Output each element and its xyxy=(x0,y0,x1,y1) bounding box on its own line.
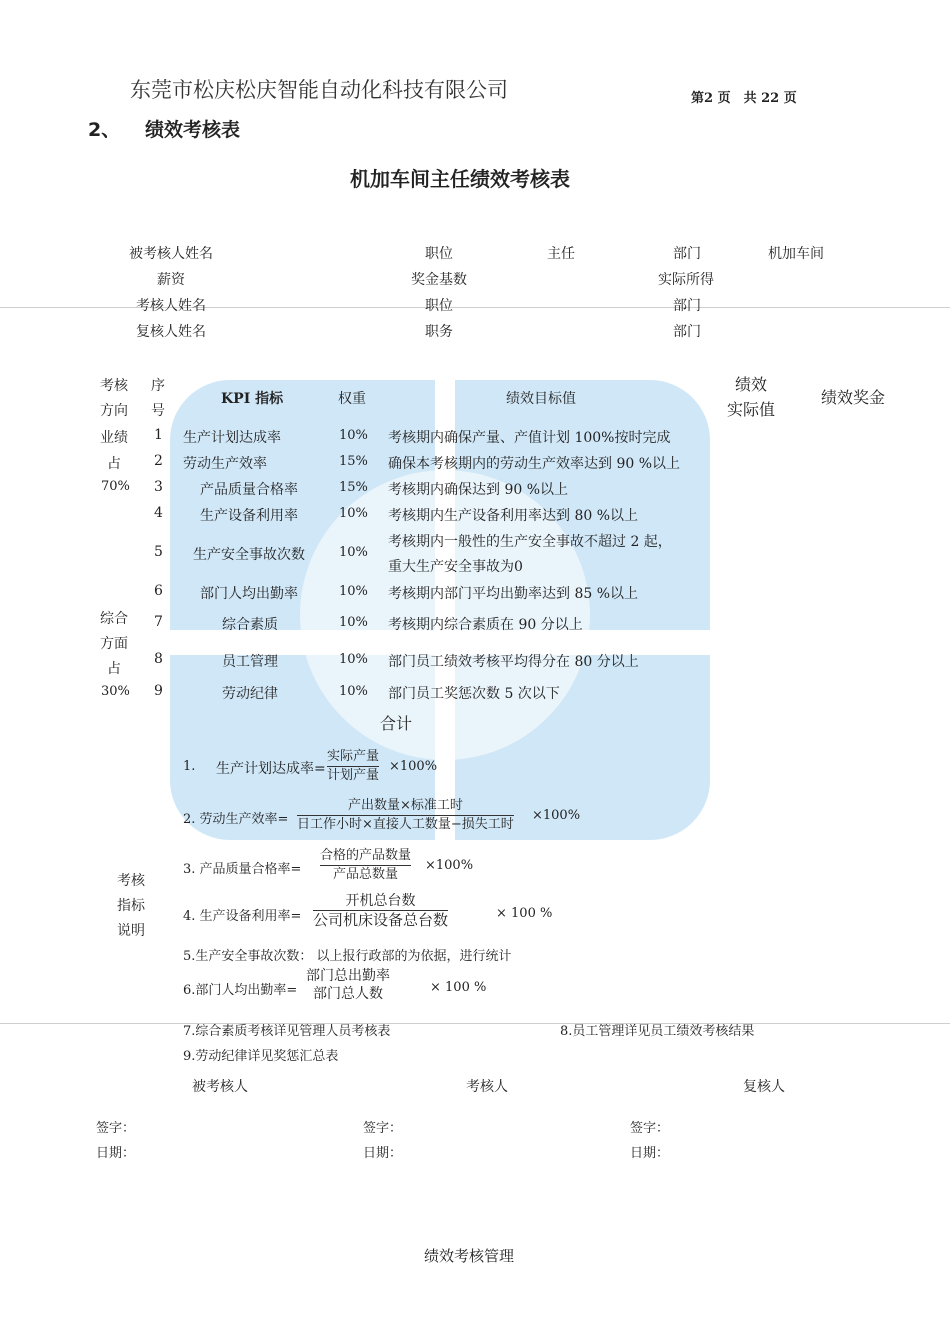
formula-6-mult: × 100 % xyxy=(430,980,487,995)
info-label: 奖金基数 xyxy=(411,272,467,288)
info-label: 职位 xyxy=(425,246,453,262)
formula-numerator: 实际产量 xyxy=(327,749,380,764)
row-kpi: 劳动纪律 xyxy=(222,686,278,702)
row-no: 8 xyxy=(154,651,163,667)
row-weight: 10% xyxy=(339,545,368,560)
header-direction: 考核 xyxy=(100,378,128,394)
formula-3-mult: ×100% xyxy=(425,858,474,873)
row-no: 5 xyxy=(154,544,163,560)
page-footer: 绩效考核管理 xyxy=(424,1247,515,1265)
info-label: 考核人姓名 xyxy=(136,298,206,314)
sign-label: 签字： xyxy=(630,1121,670,1136)
date-label: 日期： xyxy=(363,1146,403,1161)
notes-label: 说明 xyxy=(117,923,145,939)
row-kpi: 部门人均出勤率 xyxy=(200,586,298,602)
rule-bottom xyxy=(0,1023,950,1024)
row-no: 6 xyxy=(154,583,163,599)
page-info: 第2 页 共 22 页 xyxy=(691,91,797,106)
formula-4-name: 4. 生产设备利用率= xyxy=(183,909,302,924)
row-kpi: 生产设备利用率 xyxy=(200,508,298,524)
notes-label: 指标 xyxy=(117,898,145,914)
info-label: 部门 xyxy=(673,324,701,340)
row-weight: 15% xyxy=(339,480,368,495)
group-label: 占 xyxy=(107,661,121,677)
role-rechecker: 复核人 xyxy=(743,1079,785,1095)
row-target: 确保本考核期内的劳动生产效率达到 90 %以上 xyxy=(388,456,681,472)
formula-2-name: 2. 劳动生产效率= xyxy=(183,812,289,827)
company-name: 东莞市松庆松庆智能自动化科技有限公司 xyxy=(130,78,508,102)
formula-2-mult: ×100% xyxy=(532,808,581,823)
row-kpi: 综合素质 xyxy=(222,617,278,633)
formula-denominator: 产品总数量 xyxy=(333,867,399,882)
formula-numerator: 部门总出勤率 xyxy=(306,968,390,984)
formula-numerator: 开机总台数 xyxy=(345,893,416,909)
role-reviewer: 考核人 xyxy=(466,1079,508,1095)
section-title: 绩效考核表 xyxy=(145,119,241,141)
header-kpi: KPI 指标 xyxy=(221,391,284,407)
row-weight: 15% xyxy=(339,454,368,469)
info-label: 职位 xyxy=(425,298,453,314)
info-value: 机加车间 xyxy=(768,246,824,262)
row-kpi: 生产计划达成率 xyxy=(183,430,281,446)
info-label: 被考核人姓名 xyxy=(129,246,213,262)
date-label: 日期： xyxy=(630,1146,670,1161)
form-title: 机加车间主任绩效考核表 xyxy=(350,167,570,191)
info-label: 部门 xyxy=(673,298,701,314)
role-reviewee: 被考核人 xyxy=(192,1079,248,1095)
row-weight: 10% xyxy=(339,615,368,630)
formula-5-text: 5.生产安全事故次数： 以上报行政部的为依据，进行统计 xyxy=(183,949,512,964)
date-label: 日期： xyxy=(96,1146,136,1161)
note-8: 8.员工管理详见员工绩效考核结果 xyxy=(560,1024,755,1039)
header-target: 绩效目标值 xyxy=(506,391,576,407)
row-target: 考核期内确保产量、产值计划 100%按时完成 xyxy=(388,430,671,446)
row-target: 部门员工绩效考核平均得分在 80 分以上 xyxy=(388,654,639,670)
header-actual: 绩效 xyxy=(735,375,768,394)
header-direction: 方向 xyxy=(100,403,128,419)
group-label: 占 xyxy=(107,456,121,472)
sign-label: 签字： xyxy=(96,1121,136,1136)
header-seq: 序 xyxy=(151,378,165,394)
header-actual: 实际值 xyxy=(727,400,776,419)
header-bonus: 绩效奖金 xyxy=(821,388,886,407)
note-9: 9.劳动纪律详见奖惩汇总表 xyxy=(183,1049,339,1064)
row-no: 1 xyxy=(154,427,163,443)
formula-1-name: 生产计划达成率= xyxy=(216,761,326,777)
row-no: 9 xyxy=(154,683,163,699)
row-target: 考核期内部门平均出勤率达到 85 %以上 xyxy=(388,586,639,602)
formula-3-fraction xyxy=(320,847,411,884)
formula-1-prefix: 1. xyxy=(183,759,196,774)
formula-denominator: 公司机床设备总台数 xyxy=(313,911,449,929)
group-label: 方面 xyxy=(100,636,128,652)
group-label: 业绩 xyxy=(100,430,128,446)
formula-numerator: 合格的产品数量 xyxy=(320,848,412,863)
info-label: 实际所得 xyxy=(658,272,714,288)
row-weight: 10% xyxy=(339,684,368,699)
row-kpi: 生产安全事故次数 xyxy=(193,547,305,563)
row-weight: 10% xyxy=(339,506,368,521)
formula-denominator: 部门总人数 xyxy=(313,986,383,1002)
formula-4-fraction xyxy=(313,892,448,929)
row-target: 考核期内一般性的生产安全事故不超过 2 起， xyxy=(388,534,672,550)
row-target: 部门员工奖惩次数 5 次以下 xyxy=(388,686,560,702)
group-label: 70% xyxy=(101,479,130,494)
total-label: 合计 xyxy=(380,714,413,733)
formula-6-name: 6.部门人均出勤率= xyxy=(183,983,298,998)
info-label: 职务 xyxy=(425,324,453,340)
row-kpi: 员工管理 xyxy=(222,654,278,670)
row-kpi: 产品质量合格率 xyxy=(200,482,298,498)
row-no: 7 xyxy=(154,614,163,630)
header-seq: 号 xyxy=(151,403,165,419)
formula-numerator: 产出数量×标准工时 xyxy=(347,798,463,813)
formula-1-mult: ×100% xyxy=(389,759,438,774)
row-target: 考核期内确保达到 90 %以上 xyxy=(388,482,569,498)
sign-label: 签字： xyxy=(363,1121,403,1136)
notes-label: 考核 xyxy=(117,873,145,889)
row-kpi: 劳动生产效率 xyxy=(183,456,267,472)
info-label: 薪资 xyxy=(157,272,185,288)
header-weight: 权重 xyxy=(338,391,366,407)
formula-denominator: 日工作小时×直接人工数量−损失工时 xyxy=(297,817,514,832)
info-label: 复核人姓名 xyxy=(136,324,206,340)
formula-4-mult: × 100 % xyxy=(496,906,553,921)
section-number: 2、 xyxy=(88,119,121,141)
group-label: 30% xyxy=(101,684,130,699)
formula-2-fraction xyxy=(297,797,514,834)
row-target: 考核期内生产设备利用率达到 80 %以上 xyxy=(388,508,639,524)
info-label: 部门 xyxy=(673,246,701,262)
row-weight: 10% xyxy=(339,584,368,599)
group-label: 综合 xyxy=(100,611,128,627)
formula-6-fraction xyxy=(306,967,390,1003)
row-weight: 10% xyxy=(339,652,368,667)
row-no: 4 xyxy=(154,505,163,521)
row-no: 2 xyxy=(154,453,163,469)
formula-3-name: 3. 产品质量合格率= xyxy=(183,862,302,877)
note-7: 7.综合素质考核详见管理人员考核表 xyxy=(183,1024,391,1039)
info-value: 主任 xyxy=(547,246,575,262)
row-target-line2: 重大生产安全事故为0 xyxy=(388,559,523,575)
formula-1-fraction xyxy=(327,748,379,785)
row-weight: 10% xyxy=(339,428,368,443)
formula-denominator: 计划产量 xyxy=(327,768,380,783)
row-no: 3 xyxy=(154,479,163,495)
row-target: 考核期内综合素质在 90 分以上 xyxy=(388,617,583,633)
